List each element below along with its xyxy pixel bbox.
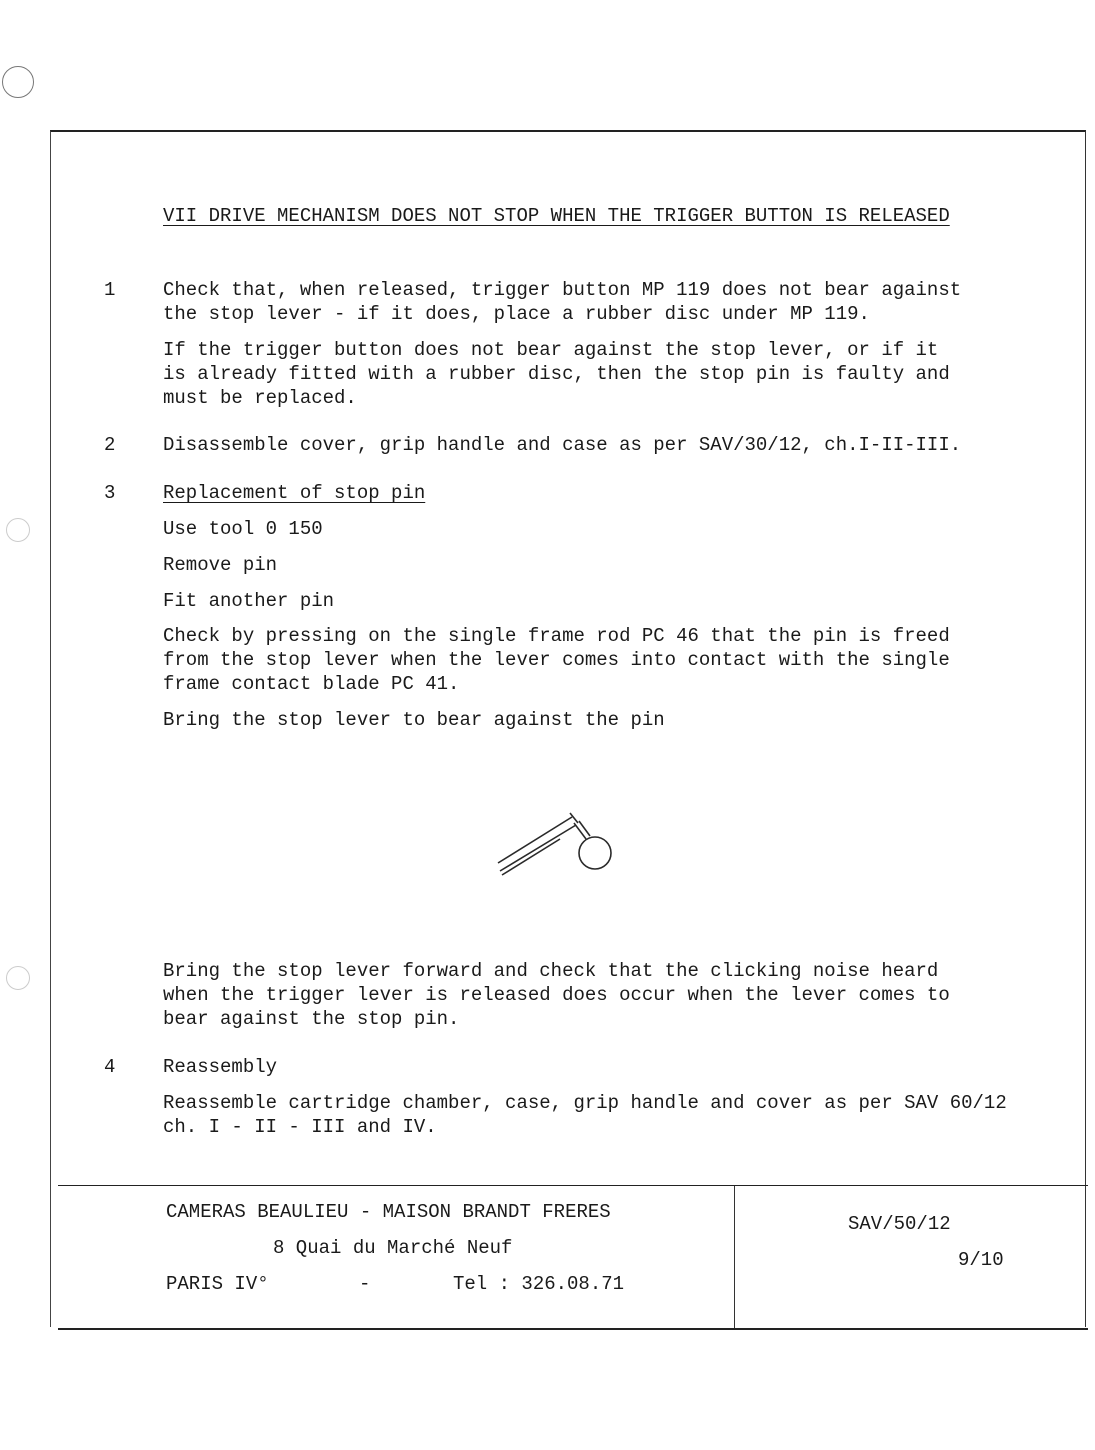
step-paragraph: Disassemble cover, grip handle and case as per SAV/30/12, ch.I-II-III. bbox=[163, 434, 962, 456]
step-number: 2 bbox=[104, 434, 116, 456]
stop-lever-pin-diagram bbox=[490, 805, 625, 885]
step-paragraph: Fit another pin bbox=[163, 590, 335, 612]
footer-dash: - bbox=[359, 1273, 371, 1295]
footer-page-number: 9/10 bbox=[958, 1249, 1004, 1271]
stop-lever-shape bbox=[498, 813, 578, 875]
footer-reference: SAV/50/12 bbox=[848, 1213, 951, 1235]
stop-pin-shape bbox=[574, 821, 611, 869]
step-paragraph: If the trigger button does not bear against the stop lever, or if it is already fitted with a rubber disc, then the stop pin is faulty and must be replaced. bbox=[163, 339, 950, 409]
step-heading: Reassembly bbox=[163, 1056, 278, 1078]
step-number: 3 bbox=[104, 482, 116, 504]
punch-hole-mark bbox=[2, 66, 34, 98]
step-paragraph: Remove pin bbox=[163, 554, 278, 576]
step-paragraph: Bring the stop lever forward and check that the clicking noise heard when the trigger lever is released does occur when the lever comes to bear against the stop pin. bbox=[163, 960, 950, 1030]
footer-city: PARIS IV° bbox=[166, 1273, 269, 1295]
binding-mark bbox=[6, 518, 30, 542]
step-number: 1 bbox=[104, 279, 116, 301]
step-heading: Replacement of stop pin bbox=[163, 482, 426, 504]
footer-company: CAMERAS BEAULIEU - MAISON BRANDT FRERES bbox=[166, 1201, 611, 1223]
step-paragraph: Use tool 0 150 bbox=[163, 518, 323, 540]
footer-address: 8 Quai du Marché Neuf bbox=[273, 1237, 513, 1259]
footer-box bbox=[58, 1185, 1088, 1330]
footer-divider bbox=[734, 1186, 735, 1328]
step-paragraph: Check by pressing on the single frame rod PC 46 that the pin is freed from the stop lever when the lever comes into contact with the single frame contact blade PC 41. bbox=[163, 625, 950, 695]
step-number: 4 bbox=[104, 1056, 116, 1078]
step-paragraph: Bring the stop lever to bear against the pin bbox=[163, 709, 665, 731]
step-paragraph: Reassemble cartridge chamber, case, grip handle and cover as per SAV 60/12 ch. I - II - III and IV. bbox=[163, 1092, 1007, 1138]
footer-phone: Tel : 326.08.71 bbox=[453, 1273, 625, 1295]
binding-mark bbox=[6, 966, 30, 990]
section-title: VII DRIVE MECHANISM DOES NOT STOP WHEN THE TRIGGER BUTTON IS RELEASED bbox=[163, 205, 950, 227]
step-paragraph: Check that, when released, trigger button MP 119 does not bear against the stop lever - if it does, place a rubber disc under MP 119. bbox=[163, 279, 962, 325]
